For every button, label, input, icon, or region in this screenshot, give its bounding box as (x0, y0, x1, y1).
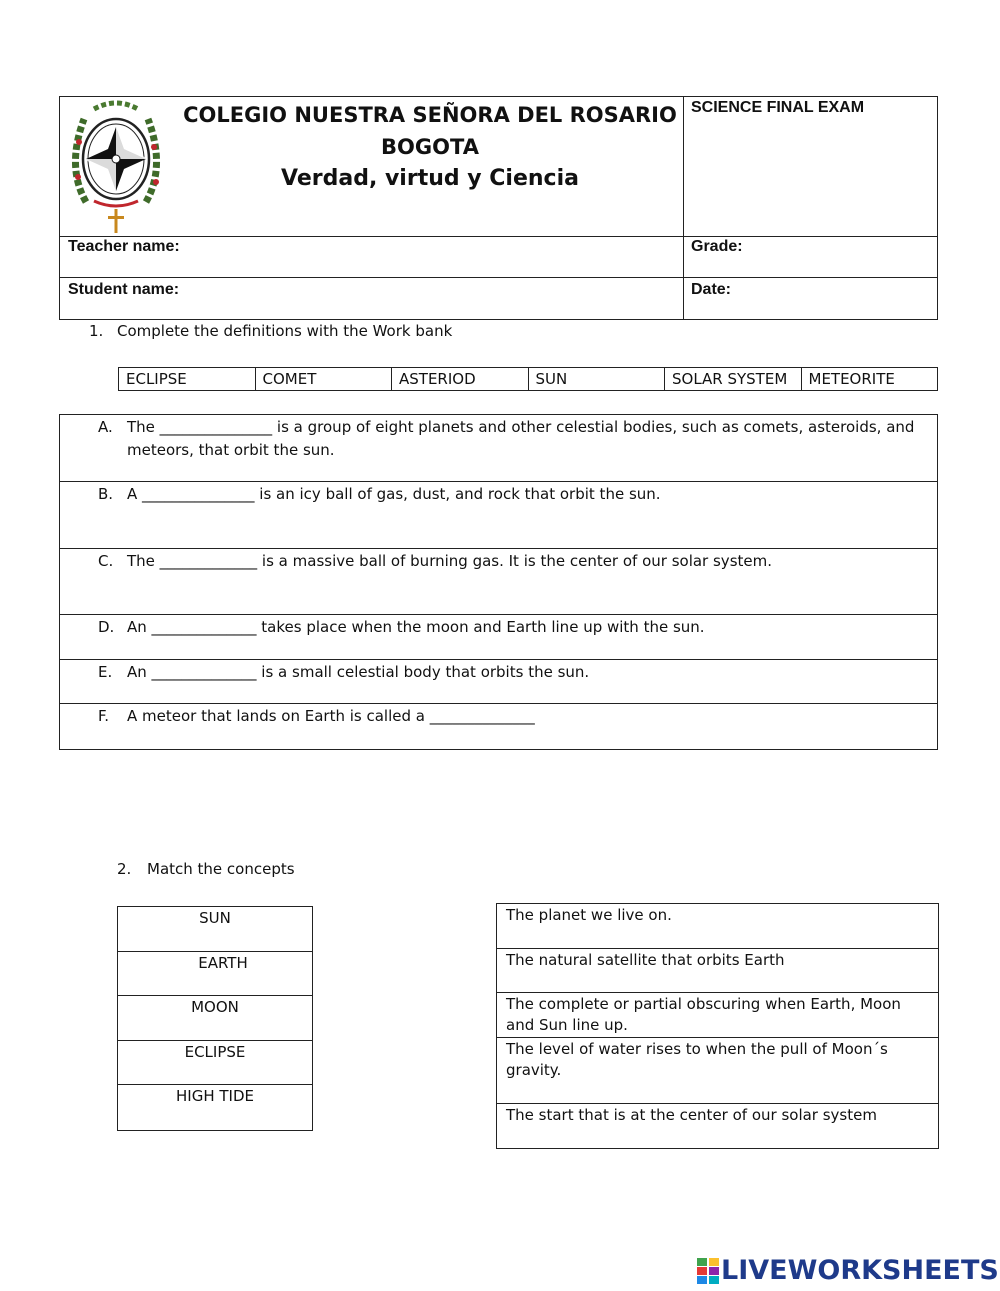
definition-letter: D. (98, 618, 115, 636)
teacher-name-label: Teacher name: (68, 238, 180, 255)
definition-text[interactable]: The _____________ is a massive ball of burning gas. It is the center of our solar system. (127, 552, 772, 570)
concept-item[interactable]: ECLIPSE (118, 1041, 312, 1086)
descriptions-table (496, 903, 939, 1149)
word-bank-item: ECLIPSE (119, 368, 256, 390)
header-divider (60, 277, 938, 278)
concepts-table (117, 906, 313, 1131)
exam-title: SCIENCE FINAL EXAM (691, 99, 865, 116)
header-divider (60, 236, 938, 237)
header-divider (683, 97, 684, 320)
word-bank-item: SUN (529, 368, 666, 390)
definition-row (60, 482, 937, 549)
exam-header-table (59, 96, 938, 320)
description-item[interactable]: The level of water rises to when the pull of Moon´s gravity. (497, 1038, 938, 1104)
word-bank (118, 367, 938, 391)
definition-letter: A. (98, 418, 113, 436)
word-bank-item: METEORITE (808, 370, 895, 388)
word-bank-item: COMET (256, 368, 393, 390)
definition-row (60, 549, 937, 615)
liveworksheets-mark-icon (697, 1258, 721, 1284)
definition-letter: E. (98, 663, 113, 681)
definition-letter: B. (98, 485, 114, 503)
concept-item[interactable]: EARTH (118, 952, 312, 997)
section1-instruction: Complete the definitions with the Work bank (117, 322, 453, 340)
school-city: BOGOTA (381, 135, 479, 159)
definition-row (60, 415, 937, 482)
grade-label: Grade: (691, 238, 743, 255)
definitions-table (59, 414, 938, 750)
definition-letter: F. (98, 707, 109, 725)
description-item[interactable]: The complete or partial obscuring when Earth, Moon and Sun line up. (497, 993, 938, 1038)
section2-number: 2. (117, 860, 132, 878)
description-item[interactable]: The planet we live on. (497, 904, 938, 949)
section2-instruction: Match the concepts (147, 860, 295, 878)
definition-text[interactable]: A meteor that lands on Earth is called a ______________ (127, 707, 535, 725)
school-name-block (180, 99, 680, 195)
word-bank-item: SOLAR SYSTEM (665, 368, 802, 390)
definition-text[interactable]: The _______________ is a group of eight planets and other celestial bodies, such as comets, asteroids, and meteors, that orbit the sun. (127, 418, 915, 459)
description-item[interactable]: The natural satellite that orbits Earth (497, 949, 938, 993)
definition-text[interactable]: An ______________ is a small celestial body that orbits the sun. (127, 663, 590, 681)
school-name: COLEGIO NUESTRA SEÑORA DEL ROSARIO (183, 103, 677, 127)
liveworksheets-logo[interactable] (697, 1255, 999, 1286)
section1-number: 1. (89, 322, 104, 340)
teacher-name-field[interactable] (210, 238, 670, 272)
school-motto: Verdad, virtud y Ciencia (281, 166, 579, 191)
concept-item[interactable]: MOON (118, 996, 312, 1041)
student-name-field[interactable] (210, 281, 670, 315)
date-label: Date: (691, 281, 732, 298)
definition-letter: C. (98, 552, 114, 570)
definition-row (60, 615, 937, 660)
concept-item[interactable]: HIGH TIDE (176, 1087, 254, 1106)
liveworksheets-wordmark: LIVEWORKSHEETS (721, 1255, 999, 1286)
grade-field[interactable] (760, 238, 930, 272)
definition-row (60, 660, 937, 704)
date-field[interactable] (760, 281, 930, 315)
word-bank-item: ASTERIOD (392, 368, 529, 390)
student-name-label: Student name: (68, 281, 180, 298)
definition-row (60, 704, 937, 749)
definition-text[interactable]: A _______________ is an icy ball of gas, dust, and rock that orbit the sun. (127, 485, 661, 503)
concept-item[interactable]: SUN (118, 907, 312, 952)
definition-text[interactable]: An ______________ takes place when the moon and Earth line up with the sun. (127, 618, 705, 636)
school-crest-logo (64, 97, 169, 236)
description-item[interactable]: The start that is at the center of our solar system (506, 1106, 877, 1124)
